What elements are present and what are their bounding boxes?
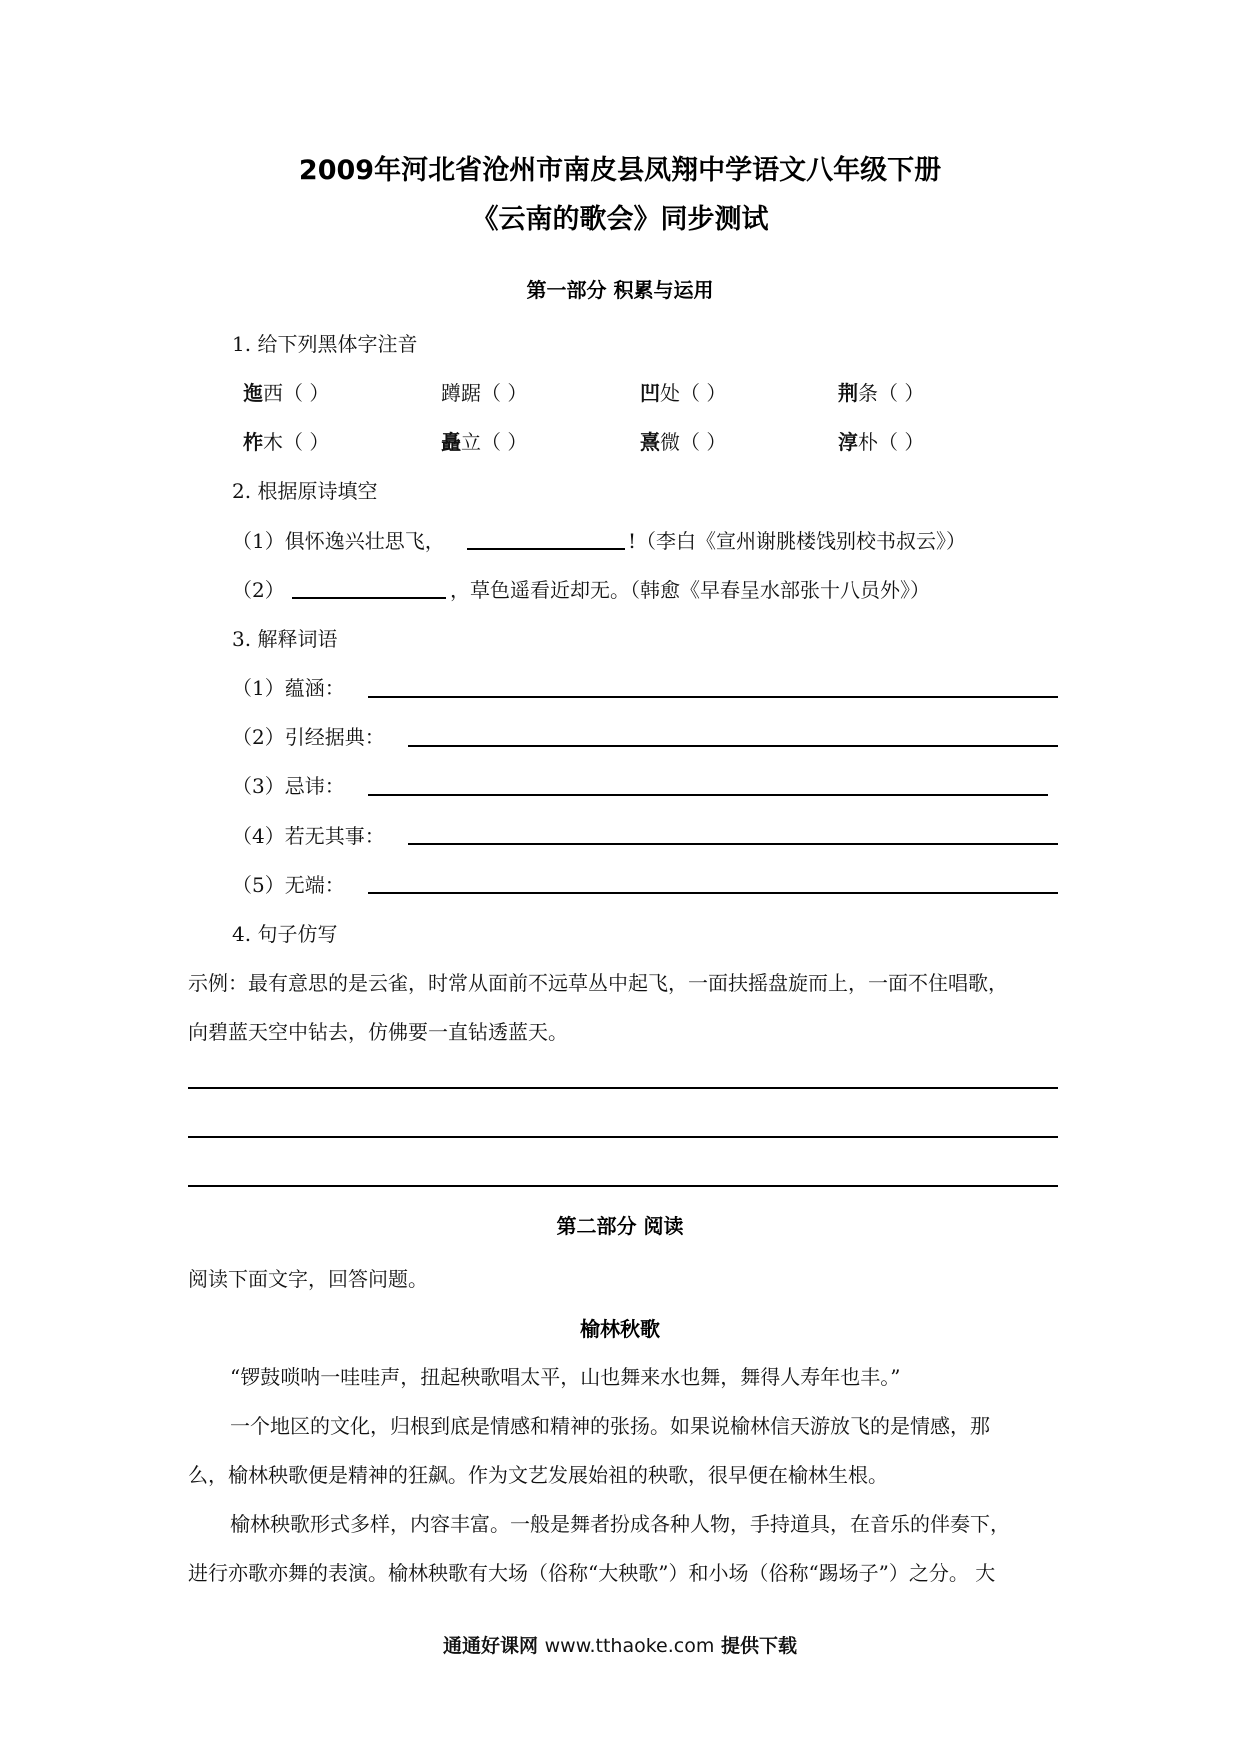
reading-instruction: 阅读下面文字，回答问题。 (188, 1267, 428, 1291)
q2-item1-suffix: !（李白《宣州谢朓楼饯别校书叔云》） (628, 529, 967, 553)
article-paragraph: 榆林秧歌形式多样，内容丰富。一般是舞者扮成各种人物，手持道具，在音乐的伴奏下， (230, 1512, 1010, 1536)
q1-row1-item2: 蹲踞（ ） (441, 381, 528, 405)
article-paragraph: 进行亦歌亦舞的表演。榆林秧歌有大场（俗称“大秧歌”）和小场（俗称“踢场子”）之分。 大 (188, 1561, 996, 1585)
q3-item4-blank[interactable] (408, 843, 1058, 845)
q3-item4: （4）若无其事： (232, 824, 385, 848)
q3-item3-blank[interactable] (368, 794, 1048, 796)
q3-item3: （3）忌讳： (232, 774, 345, 798)
article-paragraph: 么，榆林秧歌便是精神的狂飙。作为文艺发展始祖的秧歌，很早便在榆林生根。 (188, 1463, 888, 1487)
q3-item5-blank[interactable] (368, 892, 1058, 894)
q4-answer-line[interactable] (188, 1185, 1058, 1187)
footer-url-link[interactable]: www.tthaoke.com (544, 1635, 715, 1657)
q4-answer-line[interactable] (188, 1136, 1058, 1138)
q2-item2-blank[interactable] (292, 597, 446, 599)
q2-item1-prefix: （1）俱怀逸兴壮思飞， (232, 529, 445, 553)
part2-heading: 第二部分 阅读 (556, 1214, 684, 1238)
q4-answer-line[interactable] (188, 1087, 1058, 1089)
part1-heading: 第一部分 积累与运用 (526, 278, 714, 302)
q2-item2-prefix: （2） (232, 578, 285, 602)
q4-example-line2: 向碧蓝天空中钻去，仿佛要一直钻透蓝天。 (188, 1020, 568, 1044)
doc-title-line1: 2009年河北省沧州市南皮县凤翔中学语文八年级下册 (298, 155, 942, 186)
q1-row2-item2: 矗立（ ） (441, 430, 528, 454)
q1-row1-item1: 迤西（ ） (243, 381, 330, 405)
q3-item5: （5）无端： (232, 873, 345, 897)
footer (0, 1631, 1240, 1658)
q3-item2: （2）引经据典： (232, 725, 385, 749)
q4-example-line1: 示例：最有意思的是云雀，时常从面前不远草丛中起飞，一面扶摇盘旋而上，一面不住唱歌， (188, 971, 1008, 995)
q2-item2-suffix: ，草色遥看近却无。（韩愈《早春呈水部张十八员外》） (450, 578, 930, 602)
q3-item2-blank[interactable] (408, 745, 1058, 747)
q1-row2-item3: 熹微（ ） (640, 430, 727, 454)
q1-row2-item1: 柞木（ ） (243, 430, 330, 454)
doc-title-line2: 《云南的歌会》同步测试 (471, 204, 769, 235)
article-title: 榆林秋歌 (580, 1317, 660, 1341)
q3-label: 3. 解释词语 (232, 627, 338, 651)
footer-site-name: 通通好课网 (442, 1635, 538, 1657)
q2-label: 2. 根据原诗填空 (232, 479, 378, 503)
q3-item1: （1）蕴涵： (232, 676, 345, 700)
article-paragraph: 一个地区的文化，归根到底是情感和精神的张扬。如果说榆林信天游放飞的是情感，那 (230, 1414, 990, 1438)
q1-row1-item3: 凹处（ ） (640, 381, 727, 405)
article-paragraph: “锣鼓唢呐一哇哇声，扭起秧歌唱太平，山也舞来水也舞，舞得人寿年也丰。” (230, 1365, 901, 1389)
footer-download-text: 提供下载 (721, 1635, 798, 1657)
q3-item1-blank[interactable] (368, 696, 1058, 698)
q4-label: 4. 句子仿写 (232, 922, 338, 946)
q1-row2-item4: 淳朴（ ） (838, 430, 925, 454)
q1-row1-item4: 荆条（ ） (838, 381, 925, 405)
q1-label: 1. 给下列黑体字注音 (232, 332, 418, 356)
q2-item1-blank[interactable] (467, 548, 625, 550)
